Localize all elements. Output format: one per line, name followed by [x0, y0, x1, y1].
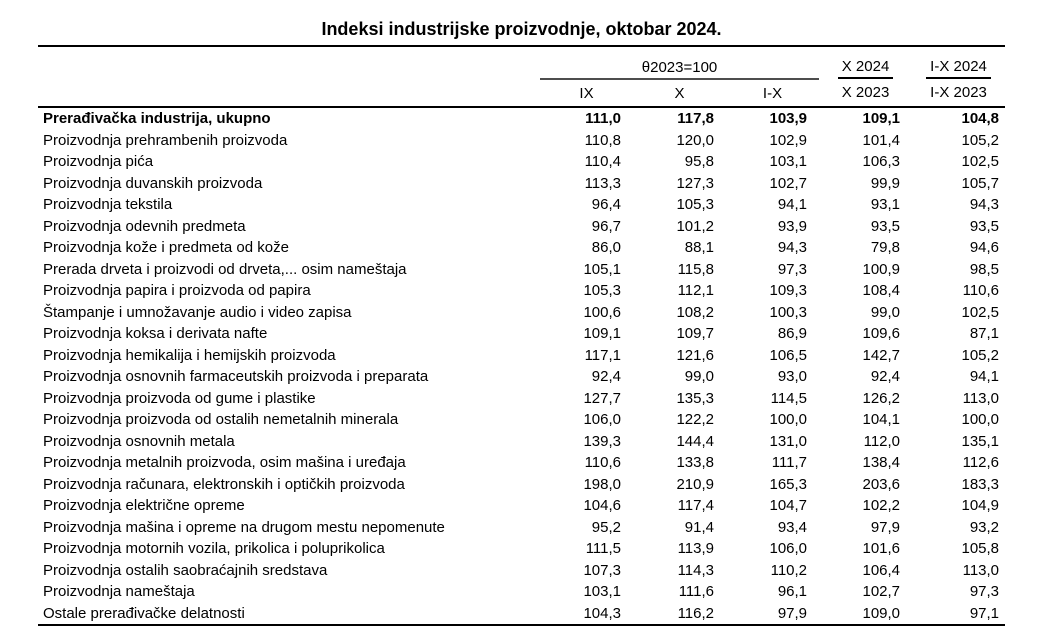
col-header-ix2023: I-X 2023	[912, 79, 1005, 107]
cell-i-x: 96,1	[777, 583, 808, 600]
table-row	[38, 280, 1005, 302]
row-label: Proizvodnja papira i proizvoda od papira	[43, 282, 311, 299]
row-label: Proizvodnja osnovnih farmaceutskih proizvoda i preparata	[43, 368, 429, 385]
cell-ix2024-ix2023: 97,1	[969, 604, 1000, 622]
cell-x: 109,7	[676, 325, 714, 342]
cell-x: 116,2	[677, 604, 714, 622]
cell-ix: 198,0	[583, 475, 621, 493]
table-row	[38, 259, 1005, 281]
cell-x: 108,2	[676, 303, 714, 321]
cell-ix: 100,6	[583, 303, 621, 321]
table-row	[38, 323, 1005, 345]
col-header-x: X	[633, 79, 726, 107]
table-row	[38, 452, 1005, 474]
row-label: Proizvodnja osnovnih metala	[43, 432, 235, 450]
cell-x2024-x2023: 99,9	[870, 174, 901, 192]
table-row	[38, 517, 1005, 539]
ratio-header-x2024	[819, 46, 912, 79]
cell-i-x: 94,1	[777, 196, 808, 213]
cell-i-x: 110,2	[770, 561, 808, 579]
cell-i-x: 86,9	[777, 325, 808, 342]
cell-i-x: 104,7	[769, 497, 808, 514]
cell-i-x: 93,9	[777, 217, 808, 235]
cell-ix: 105,1	[583, 260, 621, 278]
table-body	[38, 107, 1005, 625]
row-label: Proizvodnja računara, elektronskih i optičkih proizvoda	[43, 475, 405, 493]
table-row	[38, 409, 1005, 431]
cell-i-x: 93,4	[777, 518, 808, 536]
cell-i-x: 109,3	[769, 282, 808, 299]
header-sub-row	[38, 79, 1005, 107]
cell-x: 117,4	[677, 497, 714, 514]
cell-ix2024-ix2023: 113,0	[962, 561, 1000, 579]
cell-ix2024-ix2023: 183,3	[961, 475, 1000, 493]
row-label: Proizvodnja duvanskih proizvoda	[43, 174, 263, 192]
cell-x2024-x2023: 101,6	[862, 540, 901, 557]
cell-x: 111,6	[678, 583, 714, 600]
cell-ix2024-ix2023: 102,5	[961, 153, 1000, 170]
cell-i-x: 100,0	[769, 411, 808, 428]
cell-ix2024-ix2023: 105,7	[961, 174, 1000, 192]
cell-ix: 127,7	[583, 389, 621, 407]
cell-i-x: 97,3	[777, 260, 808, 278]
row-label: Proizvodnja ostalih saobraćajnih sredstava	[43, 561, 328, 579]
cell-x2024-x2023: 109,0	[862, 604, 901, 622]
header-label-spacer	[38, 79, 540, 107]
table-row	[38, 345, 1005, 367]
cell-i-x: 100,3	[769, 303, 808, 321]
cell-ix: 106,0	[583, 411, 621, 428]
cell-x: 210,9	[676, 475, 714, 493]
cell-ix2024-ix2023: 87,1	[969, 325, 1000, 342]
cell-i-x: 106,0	[769, 540, 808, 557]
table-row	[38, 538, 1005, 560]
cell-ix: 95,2	[591, 518, 621, 536]
ratio-numerator-ix2024: I-X 2024	[926, 58, 991, 79]
cell-ix2024-ix2023: 93,5	[969, 217, 1000, 235]
cell-i-x: 131,0	[769, 432, 808, 450]
row-label: Proizvodnja pića	[43, 153, 154, 170]
table-row	[38, 237, 1005, 259]
table-row	[38, 302, 1005, 324]
table-row	[38, 366, 1005, 388]
row-label: Proizvodnja mašina i opreme na drugom mestu nepomenute	[43, 518, 445, 536]
cell-ix2024-ix2023: 113,0	[962, 389, 1000, 407]
cell-ix2024-ix2023: 110,6	[962, 282, 1000, 299]
cell-ix2024-ix2023: 105,2	[961, 346, 1000, 364]
table-row	[38, 194, 1005, 216]
cell-i-x: 102,9	[769, 131, 808, 149]
cell-x: 88,1	[684, 239, 714, 256]
cell-i-x: 94,3	[777, 239, 808, 256]
table-row	[38, 603, 1005, 626]
row-label: Ostale prerađivačke delatnosti	[43, 604, 245, 622]
row-label: Proizvodnja električne opreme	[43, 497, 245, 514]
cell-ix2024-ix2023: 104,9	[961, 497, 1000, 514]
table-row	[38, 581, 1005, 603]
cell-ix: 139,3	[583, 432, 621, 450]
cell-ix: 111,5	[585, 540, 621, 557]
cell-ix: 109,1	[583, 325, 621, 342]
cell-ix: 104,6	[583, 497, 621, 514]
cell-ix2024-ix2023: 135,1	[961, 432, 1000, 450]
cell-i-x: 97,9	[777, 604, 808, 622]
cell-ix2024-ix2023: 94,3	[969, 196, 1000, 213]
cell-ix: 110,8	[584, 131, 621, 149]
cell-ix2024-ix2023: 105,8	[961, 540, 1000, 557]
cell-x2024-x2023: 138,4	[862, 454, 901, 471]
cell-ix: 86,0	[591, 239, 621, 256]
cell-ix2024-ix2023: 98,5	[969, 260, 1000, 278]
cell-ix: 104,3	[583, 604, 621, 622]
cell-ix: 105,3	[583, 282, 621, 299]
cell-ix: 92,4	[591, 368, 621, 385]
table-row	[38, 107, 1005, 130]
cell-ix2024-ix2023: 112,6	[962, 454, 1000, 471]
cell-i-x: 102,7	[769, 174, 808, 192]
cell-x: 135,3	[676, 389, 714, 407]
cell-x: 117,8	[677, 110, 714, 127]
cell-x: 120,0	[676, 131, 714, 149]
header-label-spacer	[38, 46, 540, 79]
cell-x2024-x2023: 93,5	[870, 217, 901, 235]
cell-ix: 113,3	[584, 174, 621, 192]
cell-x2024-x2023: 126,2	[862, 389, 901, 407]
cell-i-x: 103,9	[769, 110, 808, 127]
page-title: Indeksi industrijske proizvodnje, oktobar 2024.	[321, 19, 722, 39]
cell-ix: 110,6	[584, 454, 621, 471]
table-row	[38, 151, 1005, 173]
cell-x: 101,2	[676, 217, 714, 235]
row-label: Proizvodnja prehrambenih proizvoda	[43, 131, 288, 149]
cell-ix2024-ix2023: 105,2	[961, 131, 1000, 149]
cell-x: 121,6	[676, 346, 714, 364]
cell-x: 127,3	[676, 174, 714, 192]
industry-production-index-table	[38, 45, 1005, 626]
cell-i-x: 106,5	[769, 346, 808, 364]
row-label: Proizvodnja proizvoda od ostalih nemetalnih minerala	[43, 411, 399, 428]
cell-ix: 96,4	[591, 196, 621, 213]
cell-x: 122,2	[676, 411, 714, 428]
row-label: Proizvodnja kože i predmeta od kože	[43, 239, 289, 256]
cell-ix2024-ix2023: 100,0	[961, 411, 1000, 428]
cell-x: 144,4	[676, 432, 714, 450]
cell-ix2024-ix2023: 93,2	[969, 518, 1000, 536]
row-label: Štampanje i umnožavanje audio i video zapisa	[43, 303, 352, 321]
header-group-row	[38, 46, 1005, 79]
cell-x2024-x2023: 93,1	[870, 196, 901, 213]
cell-x2024-x2023: 102,7	[862, 583, 901, 600]
cell-x2024-x2023: 109,1	[862, 110, 901, 127]
cell-ix: 107,3	[583, 561, 621, 579]
row-label: Proizvodnja hemikalija i hemijskih proizvoda	[43, 346, 336, 364]
table-row	[38, 388, 1005, 410]
cell-ix: 96,7	[591, 217, 621, 235]
cell-x: 91,4	[684, 518, 714, 536]
cell-x2024-x2023: 106,4	[862, 561, 901, 579]
cell-x2024-x2023: 109,6	[862, 325, 901, 342]
cell-x2024-x2023: 106,3	[862, 153, 901, 170]
cell-i-x: 165,3	[769, 475, 808, 493]
base-period-header: θ2023=100	[540, 46, 819, 79]
cell-x: 115,8	[677, 260, 714, 278]
cell-x2024-x2023: 79,8	[870, 239, 901, 256]
cell-x: 105,3	[676, 196, 714, 213]
cell-ix: 110,4	[584, 153, 621, 170]
cell-x2024-x2023: 203,6	[862, 475, 901, 493]
col-header-x2023: X 2023	[819, 79, 912, 107]
cell-x: 95,8	[684, 153, 714, 170]
row-label: Proizvodnja motornih vozila, prikolica i poluprikolica	[43, 540, 385, 557]
cell-i-x: 93,0	[777, 368, 808, 385]
cell-x2024-x2023: 108,4	[862, 282, 901, 299]
cell-ix2024-ix2023: 94,6	[969, 239, 1000, 256]
cell-x2024-x2023: 104,1	[862, 411, 901, 428]
cell-ix: 111,0	[585, 110, 621, 127]
cell-x2024-x2023: 97,9	[870, 518, 901, 536]
table-row	[38, 474, 1005, 496]
table-header	[38, 46, 1005, 107]
row-label: Proizvodnja tekstila	[43, 196, 173, 213]
table-row	[38, 173, 1005, 195]
cell-x: 112,1	[677, 282, 714, 299]
cell-x2024-x2023: 100,9	[862, 260, 901, 278]
col-header-i-x: I-X	[726, 79, 819, 107]
row-label: Proizvodnja koksa i derivata nafte	[43, 325, 268, 342]
cell-ix2024-ix2023: 104,8	[961, 110, 1000, 127]
cell-x: 99,0	[684, 368, 714, 385]
table-row	[38, 560, 1005, 582]
cell-ix2024-ix2023: 94,1	[969, 368, 1000, 385]
cell-i-x: 111,7	[771, 454, 808, 471]
table-row	[38, 495, 1005, 517]
cell-x: 114,3	[677, 561, 714, 579]
table-row	[38, 130, 1005, 152]
cell-i-x: 114,5	[770, 389, 808, 407]
cell-x2024-x2023: 112,0	[863, 432, 901, 450]
table-row	[38, 216, 1005, 238]
cell-ix2024-ix2023: 97,3	[969, 583, 1000, 600]
ratio-header-ix2024	[912, 46, 1005, 79]
cell-x: 133,8	[676, 454, 714, 471]
cell-x: 113,9	[677, 540, 714, 557]
row-label: Proizvodnja nameštaja	[43, 583, 195, 600]
ratio-numerator-x2024: X 2024	[838, 58, 894, 79]
table-row	[38, 431, 1005, 453]
col-header-ix: IX	[540, 79, 633, 107]
cell-ix2024-ix2023: 102,5	[961, 303, 1000, 321]
cell-x2024-x2023: 92,4	[870, 368, 901, 385]
cell-x2024-x2023: 142,7	[862, 346, 901, 364]
row-label: Proizvodnja metalnih proizvoda, osim mašina i uređaja	[43, 454, 406, 471]
row-label: Proizvodnja odevnih predmeta	[43, 217, 246, 235]
cell-x2024-x2023: 99,0	[870, 303, 901, 321]
row-label: Prerađivačka industrija, ukupno	[43, 110, 271, 127]
cell-x2024-x2023: 101,4	[862, 131, 901, 149]
cell-i-x: 103,1	[769, 153, 808, 170]
cell-ix: 103,1	[583, 583, 621, 600]
cell-x2024-x2023: 102,2	[862, 497, 901, 514]
row-label: Proizvodnja proizvoda od gume i plastike	[43, 389, 316, 407]
row-label: Prerada drveta i proizvodi od drveta,... osim nameštaja	[43, 260, 407, 278]
cell-ix: 117,1	[584, 346, 621, 364]
